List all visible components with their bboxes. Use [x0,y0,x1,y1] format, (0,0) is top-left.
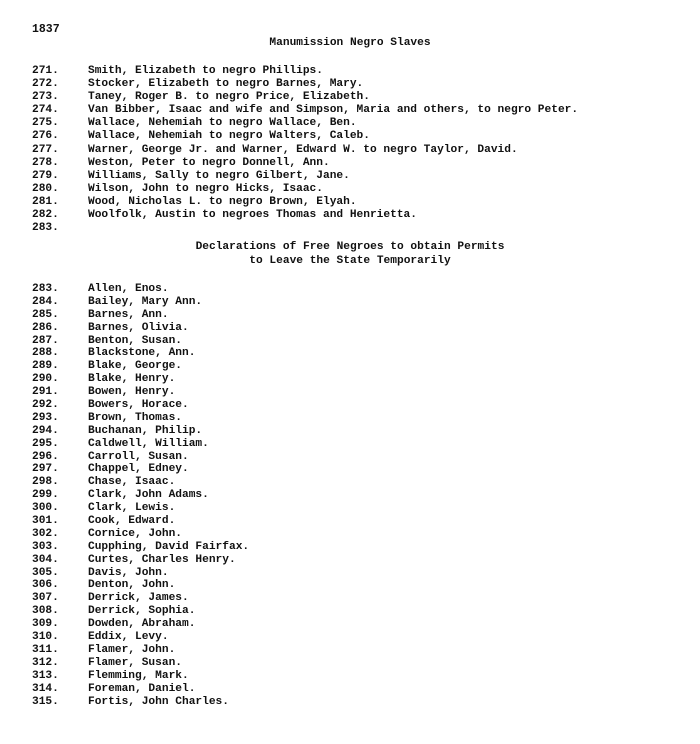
entry-text: Eddix, Levy. [88,631,169,644]
declarations-list [32,283,249,708]
list-item [32,283,249,296]
entry-text: Warner, George Jr. and Warner, Edward W. to negro Taylor, David. [88,143,518,156]
entry-text: Bowen, Henry. [88,386,176,399]
entry-text: Blackstone, Ann. [88,347,196,360]
entry-number: 293. [32,411,59,424]
entry-text: Fortis, John Charles. [88,695,229,708]
entry-text: Chase, Isaac. [88,476,176,489]
entry-text: Flemming, Mark. [88,669,189,682]
entry-text: Clark, John Adams. [88,489,209,502]
entry-number: 295. [32,437,59,450]
list-item [32,309,249,322]
entry-number: 273. [32,91,59,104]
list-item [32,463,249,476]
list-item [32,592,249,605]
list-item [32,644,249,657]
entry-number: 291. [32,386,59,399]
entry-text: Blake, George. [88,360,182,373]
section-heading-declarations-line2: to Leave the State Temporarily [249,255,451,267]
entry-number: 313. [32,669,59,682]
entry-number: 297. [32,463,59,476]
list-item [32,438,249,451]
entry-number: 279. [32,169,59,182]
entry-number: 283. [32,283,59,295]
entry-number: 289. [32,360,59,373]
list-item [32,373,249,386]
section-heading-manumission: Manumission Negro Slaves [269,37,431,49]
list-item [32,451,249,464]
entry-number: 312. [32,656,59,669]
entry-number: 278. [32,156,59,169]
entry-text: Woolfolk, Austin to negroes Thomas and Henrietta. [88,209,417,222]
entry-number: 300. [32,502,59,515]
list-item [32,476,249,489]
entry-number: 275. [32,117,59,130]
entry-text: Flamer, Susan. [88,656,182,669]
entry-text: Smith, Elizabeth to negro Phillips. [88,65,323,77]
entry-number: 299. [32,489,59,502]
entry-number: 286. [32,321,59,334]
list-item [32,65,578,78]
manumission-list [32,65,578,235]
list-item [32,657,249,670]
list-item [32,335,249,348]
list-item [32,528,249,541]
entry-number: 309. [32,618,59,631]
list-item [32,78,578,91]
entry-number: 274. [32,104,59,117]
list-item [32,412,249,425]
entry-text: Caldwell, William. [88,437,209,450]
entry-text: Flamer, John. [88,643,176,656]
list-item [32,605,249,618]
list-item [32,296,249,309]
entry-number: 308. [32,605,59,618]
entry-text: Barnes, Ann. [88,308,169,321]
list-item [32,183,578,196]
entry-number: 310. [32,631,59,644]
list-item [32,386,249,399]
entry-text: Derrick, Sophia. [88,605,196,618]
entry-text: Allen, Enos. [88,283,169,295]
list-item [32,515,249,528]
entry-text: Derrick, James. [88,592,189,605]
entry-text: Bailey, Mary Ann. [88,295,203,308]
list-item [32,117,578,130]
entry-number: 302. [32,527,59,540]
entry-text: Curtes, Charles Henry. [88,553,236,566]
list-item [32,144,578,157]
list-item [32,502,249,515]
entry-text: Wallace, Nehemiah to negro Walters, Caleb. [88,130,370,143]
entry-number: 304. [32,553,59,566]
list-item [32,554,249,567]
list-item [32,683,249,696]
entry-number: 288. [32,347,59,360]
list-item [32,567,249,580]
list-item [32,209,578,222]
entry-number: 306. [32,579,59,592]
entry-text: Cook, Edward. [88,515,176,528]
entry-text: Wallace, Nehemiah to negro Wallace, Ben. [88,117,357,130]
entry-number: 283. [32,222,59,235]
entry-number: 292. [32,399,59,412]
list-item [32,104,578,117]
list-item [32,130,578,143]
list-item [32,425,249,438]
list-item [32,541,249,554]
entry-text: Denton, John. [88,579,176,592]
list-item [32,670,249,683]
entry-number: 298. [32,476,59,489]
entry-text: Weston, Peter to negro Donnell, Ann. [88,156,330,169]
entry-number: 287. [32,334,59,347]
entry-number: 284. [32,295,59,308]
entry-text: Bowers, Horace. [88,399,189,412]
list-item [32,399,249,412]
entry-number: 305. [32,566,59,579]
list-item [32,91,578,104]
entry-text: Cupphing, David Fairfax. [88,540,250,553]
list-item [32,222,578,235]
list-item [32,631,249,644]
list-item [32,618,249,631]
entry-number: 272. [32,78,59,91]
entry-text: Williams, Sally to negro Gilbert, Jane. [88,169,350,182]
entry-number: 307. [32,592,59,605]
entry-number: 280. [32,182,59,195]
entry-number: 290. [32,373,59,386]
entry-text: Benton, Susan. [88,334,182,347]
list-item [32,170,578,183]
page-year: 1837 [32,23,60,36]
entry-text: Wood, Nicholas L. to negro Brown, Elyah. [88,195,357,208]
entry-number: 271. [32,65,59,77]
entry-number: 277. [32,143,59,156]
entry-text: Taney, Roger B. to negro Price, Elizabeth. [88,91,370,104]
entry-number: 303. [32,540,59,553]
entry-number: 294. [32,424,59,437]
entry-text: Wilson, John to negro Hicks, Isaac. [88,182,323,195]
entry-number: 276. [32,130,59,143]
list-item [32,322,249,335]
entry-number: 296. [32,450,59,463]
list-item [32,489,249,502]
section-heading-declarations-line1: Declarations of Free Negroes to obtain Permits [195,241,505,253]
entry-number: 315. [32,695,59,708]
entry-text: Davis, John. [88,566,169,579]
entry-text: Foreman, Daniel. [88,682,196,695]
entry-text: Chappel, Edney. [88,463,189,476]
entry-number: 314. [32,682,59,695]
list-item [32,360,249,373]
entry-text: Dowden, Abraham. [88,618,196,631]
list-item [32,579,249,592]
entry-text: Carroll, Susan. [88,450,189,463]
entry-text: Clark, Lewis. [88,502,176,515]
list-item [32,347,249,360]
entry-text: Stocker, Elizabeth to negro Barnes, Mary. [88,78,364,91]
entry-text: Brown, Thomas. [88,411,182,424]
list-item [32,157,578,170]
entry-text: Van Bibber, Isaac and wife and Simpson, Maria and others, to negro Peter. [88,104,579,117]
entry-text: Barnes, Olivia. [88,321,189,334]
entry-text: Buchanan, Philip. [88,424,203,437]
entry-number: 281. [32,195,59,208]
list-item [32,696,249,709]
entry-number: 285. [32,308,59,321]
entry-number: 282. [32,209,59,222]
list-item [32,196,578,209]
entry-text: Cornice, John. [88,527,182,540]
entry-text: Blake, Henry. [88,373,176,386]
entry-number: 311. [32,643,59,656]
entry-number: 301. [32,515,59,528]
